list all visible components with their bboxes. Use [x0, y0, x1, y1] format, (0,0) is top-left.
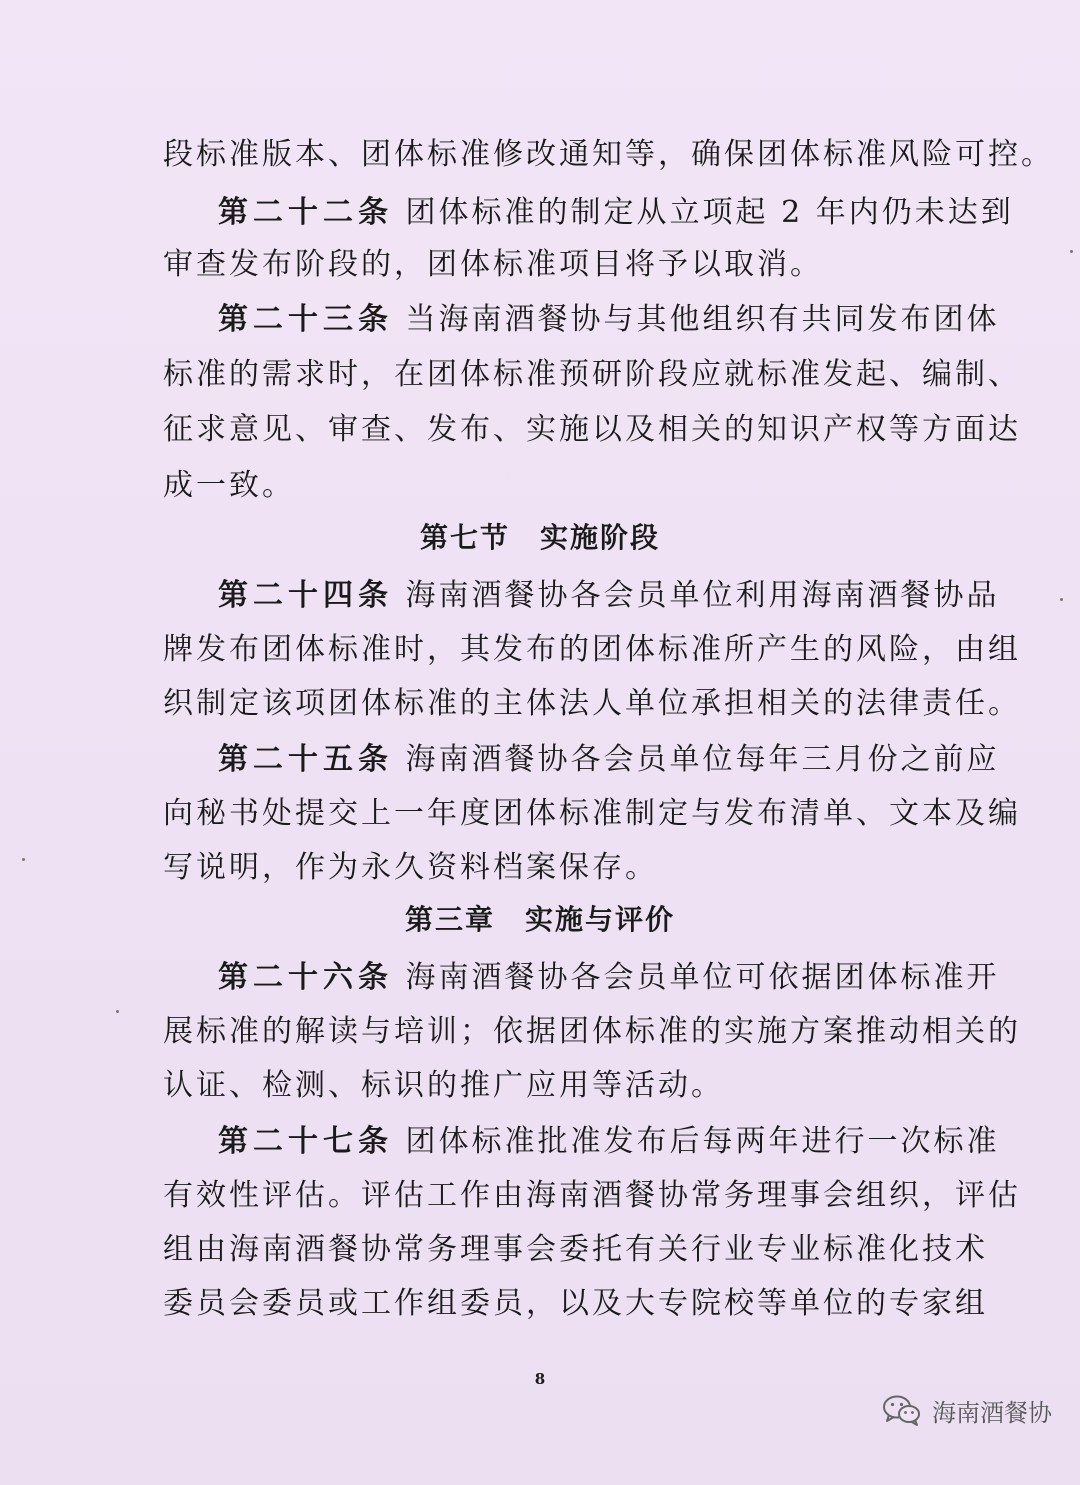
article-text: 海南酒餐协各会员单位每年三月份之前应 [405, 742, 1000, 777]
article-heading: 第二十五条 [218, 742, 393, 777]
text-line: 审查发布阶段的，团体标准项目将予以取消。 [163, 247, 823, 282]
article-26 [218, 958, 1000, 998]
article-heading: 第二十七条 [218, 1124, 393, 1159]
text-line: 段标准版本、团体标准修改通知等，确保团体标准风险可控。 [163, 137, 1054, 172]
article-heading: 第二十二条 [218, 195, 393, 230]
article-24 [218, 576, 1000, 616]
article-23 [218, 300, 1000, 340]
wechat-watermark [882, 1390, 1052, 1430]
watermark-text: 海南酒餐协 [932, 1399, 1052, 1427]
article-heading: 第二十六条 [218, 960, 393, 995]
scan-speck [116, 1010, 119, 1013]
article-text: 团体标准批准发布后每两年进行一次标准 [405, 1124, 1000, 1159]
section-heading: 第七节 实施阶段 [419, 521, 660, 554]
chapter-heading: 第三章 实施与评价 [404, 903, 675, 936]
text-line: 组由海南酒餐协常务理事会委托有关行业专业标准化技术 [163, 1232, 988, 1267]
wechat-icon [882, 1393, 922, 1427]
scan-speck [22, 858, 25, 861]
scan-speck [1070, 250, 1073, 253]
text-line: 向秘书处提交上一年度团体标准制定与发布清单、文本及编 [163, 796, 1021, 831]
page-number: 8 [534, 1370, 546, 1388]
article-text: 海南酒餐协各会员单位可依据团体标准开 [405, 960, 1000, 995]
text-line: 征求意见、审查、发布、实施以及相关的知识产权等方面达 [163, 412, 1021, 447]
text-line: 标准的需求时，在团体标准预研阶段应就标准发起、编制、 [163, 357, 1021, 392]
text-line: 写说明，作为永久资料档案保存。 [163, 850, 658, 885]
article-heading: 第二十四条 [218, 578, 393, 613]
article-27 [218, 1122, 1000, 1162]
article-text: 当海南酒餐协与其他组织有共同发布团体 [405, 302, 1000, 337]
text-line: 委员会委员或工作组委员，以及大专院校等单位的专家组 [163, 1286, 988, 1321]
text-line: 织制定该项团体标准的主体法人单位承担相关的法律责任。 [163, 686, 1021, 721]
article-heading: 第二十三条 [218, 302, 393, 337]
text-line: 成一致。 [163, 468, 295, 503]
article-22 [218, 193, 1014, 233]
text-line: 有效性评估。评估工作由海南酒餐协常务理事会组织，评估 [163, 1178, 1021, 1213]
article-25 [218, 740, 1000, 780]
article-text: 海南酒餐协各会员单位利用海南酒餐协品 [405, 578, 1000, 613]
article-text: 团体标准的制定从立项起 2 年内仍未达到 [405, 195, 1014, 230]
text-line: 牌发布团体标准时，其发布的团体标准所产生的风险，由组 [163, 632, 1021, 667]
text-line: 展标准的解读与培训；依据团体标准的实施方案推动相关的 [163, 1014, 1021, 1049]
scan-speck [1060, 598, 1063, 601]
text-line: 认证、检测、标识的推广应用等活动。 [163, 1068, 724, 1103]
